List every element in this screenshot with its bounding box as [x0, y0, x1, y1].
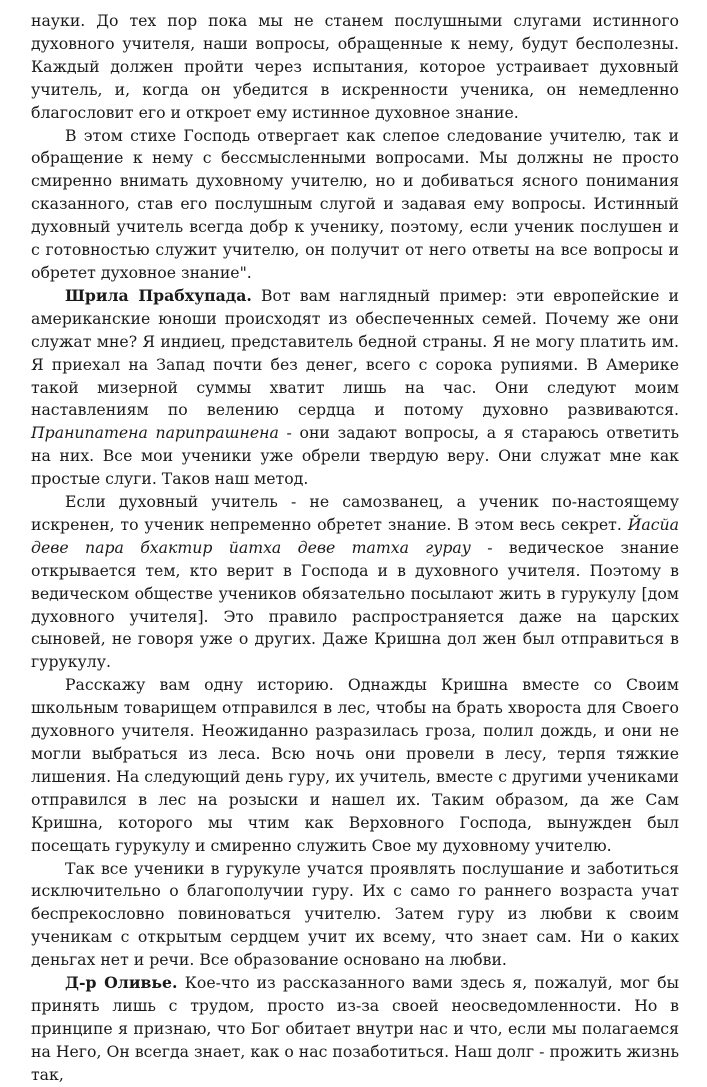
text-segment: науки. До тех пор пока мы не станем послушными слугами истинного духовного учителя, наши вопросы, обращенные к нему, будут бесполезны. Каждый должен пройти через испытания, которое устраивает духовный учитель, и, когда он убедится в искренности ученика, он немедленно благословит его и откроет ему истинное духовное знание. — [31, 11, 679, 122]
text-segment: Расскажу вам одну историю. Однажды Кришна вместе со Своим школьным товарищем отправился в лес, чтобы на брать хвороста для Своего духовного учителя. Неожиданно разразилась гроза, полил дождь, и они не могли выбраться из леса. Всю ночь они провели в лесу, терпя тяжкие лишения. На следующий день гуру, их учитель, вместе с другими учениками отправился в лес на розыски и нашел их. Таким образом, да же Сам Кришна, которого мы чтим как Верховного Господа, вынужден был посещать гурукулу и смиренно служить Свое му духовному учителю. — [31, 675, 679, 855]
text-segment: Вот вам наглядный пример: эти европейские и американские юноши происходят из обеспеченных семей. Почему же они служат мне? Я индиец, представитель бедной страны. Я не могу платить им. Я приехал на Запад почти без денег, всего с сорока рупиями. В Америке такой мизерной суммы хватит лишь на час. Они следуют моим наставлениям по велению сердца и потому духовно развиваются. — [31, 285, 679, 420]
text-segment: Если духовный учитель - не самозванец, а ученик по-настоящему искренен, то ученик непременно обретет знание. В этом весь секрет. — [31, 492, 679, 534]
text-segment: - они задают вопросы, а я стараюсь ответить на них. Все мои ученики уже обрели твердую веру. Они служат мне как простые слуги. Таков наш метод. — [31, 423, 679, 489]
paragraph-5 — [31, 674, 679, 857]
paragraph-3 — [31, 285, 679, 491]
paragraph-1 — [31, 10, 679, 125]
sanskrit-quote: Пранипатена парипрашнена — [31, 423, 279, 443]
paragraph-4 — [31, 491, 679, 674]
text-segment: Кое-что из рассказанного вами здесь я, пожалуй, мог бы принять лишь с трудом, просто из-за своей неосведомленности. Но в принципе я признаю, что Бог обитает внутри нас и что, если мы полагаемся на Него, Он всегда знает, как о нас позаботиться. Наш долг - прожить жизнь так, — [31, 973, 680, 1084]
paragraph-6 — [31, 858, 679, 973]
paragraph-2 — [31, 125, 679, 285]
document-page — [31, 10, 679, 1087]
text-segment: - ведическое знание открывается тем, кто верит в Господа и в духовного учителя. Поэтому в ведическом обществе учеников обязательно посылают жить в гурукулу [дом духовного учителя]. Это правило распространяется даже на царских сыновей, не говоря уже о других. Даже Кришна дол жен был отправиться в гурукулу. — [31, 537, 679, 672]
speaker-label: Шрила Прабхупада. — [65, 285, 252, 305]
sanskrit-quote: Йасйа деве пара бхактир йатха деве татха гурау — [31, 514, 679, 557]
speaker-label: Д-р Оливье. — [65, 973, 178, 993]
paragraph-7 — [31, 972, 679, 1087]
text-segment: В этом стихе Господь отвергает как слепое следование учителю, так и обращение к нему с бессмысленными вопросами. Мы должны не просто смиренно внимать духовному учителю, но и добиваться ясного понимания сказанного, став его послушным слугой и задавая ему вопросы. Истинный духовный учитель всегда добр к ученику, поэтому, если ученик послушен и с готовностью служит учителю, он получит от него ответы на все вопросы и обретет духовное знание". — [31, 125, 679, 282]
text-segment: Так все ученики в гурукуле учатся проявлять послушание и заботиться исключительно о благополучии гуру. Их с само го раннего возраста учат беспрекословно повиноваться учителю. Затем гуру из любви к своим ученикам с открытым сердцем учит их всему, что знает сам. Ни о каких деньгах нет и речи. Все образование основано на любви. — [31, 858, 679, 970]
